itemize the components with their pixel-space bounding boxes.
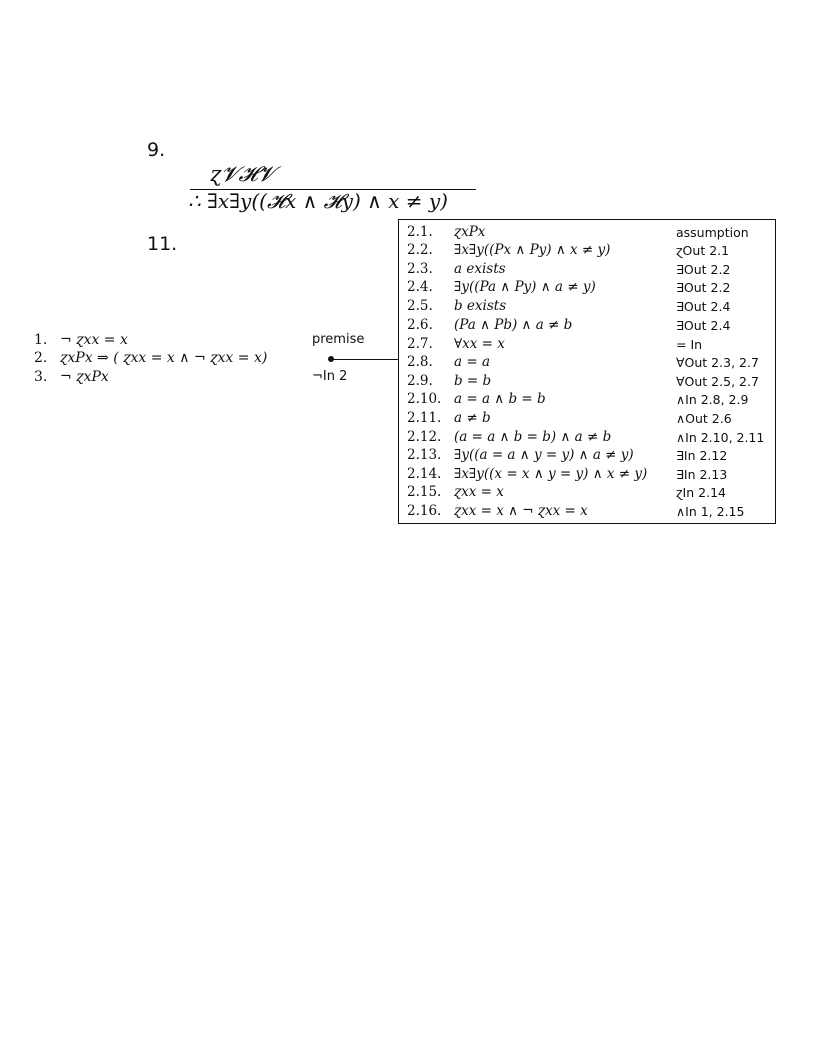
line-formula: ∃x∃y((x = x ∧ y = y) ∧ x ≠ y) — [454, 466, 648, 482]
line-justification: ɀOut 2.1 — [676, 243, 730, 258]
line-formula: b exists — [454, 298, 507, 314]
line-number: 2.16. — [407, 503, 442, 519]
line-number: 2.2. — [407, 242, 433, 258]
line-number: 2.4. — [407, 279, 433, 295]
line-number: 2.9. — [407, 373, 433, 389]
line-justification: = In — [676, 337, 703, 352]
line-formula: ∀xx = x — [454, 336, 505, 352]
line-formula: (a = a ∧ b = b) ∧ a ≠ b — [454, 429, 612, 445]
line-1-justification: premise — [312, 332, 365, 347]
line-formula: b = b — [454, 373, 492, 389]
line-justification: ∃Out 2.4 — [676, 318, 731, 333]
line-formula: a = a ∧ b = b — [454, 391, 546, 407]
problem-9-premise: ɀ𝓥𝓗𝓥 — [210, 162, 275, 186]
line-justification: ∃In 2.12 — [676, 448, 728, 463]
line-justification: ∧In 2.10, 2.11 — [676, 430, 765, 445]
line-justification: ∃Out 2.2 — [676, 280, 731, 295]
line-number: 3. — [34, 369, 48, 385]
line-number: 1. — [34, 332, 48, 348]
line-formula: (Pa ∧ Pb) ∧ a ≠ b — [454, 317, 573, 333]
line-formula: a = a — [454, 354, 490, 370]
proof-line-1 — [34, 331, 128, 349]
line-number: 2.14. — [407, 466, 442, 482]
line-justification: ∧In 1, 2.15 — [676, 504, 745, 519]
line-formula: ∃y((Pa ∧ Py) ∧ a ≠ y) — [454, 279, 596, 295]
subproof-connector — [331, 359, 398, 360]
proof-line-3 — [34, 368, 109, 386]
line-number: 2.8. — [407, 354, 433, 370]
line-formula: ∃y((a = a ∧ y = y) ∧ a ≠ y) — [454, 447, 634, 463]
line-number: 2.13. — [407, 447, 442, 463]
line-number: 2.10. — [407, 391, 442, 407]
line-justification: ∀Out 2.5, 2.7 — [676, 374, 759, 389]
line-number: 2.11. — [407, 410, 442, 426]
line-number: 2.3. — [407, 261, 433, 277]
proof-line-2 — [34, 349, 267, 367]
line-justification: assumption — [676, 225, 749, 240]
line-formula: ɀxPx — [454, 224, 486, 240]
line-formula: a exists — [454, 261, 506, 277]
line-justification: ∧Out 2.6 — [676, 411, 732, 426]
line-formula: ɀxPx ⇒ ( ɀxx = x ∧ ¬ ɀxx = x) — [60, 350, 268, 366]
line-formula: ¬ ɀxPx — [60, 369, 109, 385]
line-number: 2.15. — [407, 484, 442, 500]
subproof-box — [398, 219, 776, 524]
line-justification: ɀIn 2.14 — [676, 485, 726, 500]
line-formula: ¬ ɀxx = x — [60, 332, 128, 348]
line-justification: ∃Out 2.2 — [676, 262, 731, 277]
line-formula: ɀxx = x ∧ ¬ ɀxx = x — [454, 503, 588, 519]
line-number: 2.12. — [407, 429, 442, 445]
line-number: 2.7. — [407, 336, 433, 352]
line-justification: ∧In 2.8, 2.9 — [676, 392, 749, 407]
line-3-justification: ¬In 2 — [312, 369, 348, 384]
line-justification: ∀Out 2.3, 2.7 — [676, 355, 759, 370]
line-justification: ∃In 2.13 — [676, 467, 728, 482]
line-formula: a ≠ b — [454, 410, 491, 426]
problem-9-conclusion: ∴ ∃x∃y((𝓗x ∧ 𝓗y) ∧ x ≠ y) — [188, 189, 448, 213]
line-justification: ∃Out 2.4 — [676, 299, 731, 314]
line-number: 2. — [34, 350, 48, 366]
line-number: 2.6. — [407, 317, 433, 333]
line-number: 2.1. — [407, 224, 433, 240]
line-formula: ɀxx = x — [454, 484, 504, 500]
problem-11-number: 11. — [147, 233, 178, 255]
problem-9-number: 9. — [147, 139, 166, 161]
line-number: 2.5. — [407, 298, 433, 314]
line-formula: ∃x∃y((Px ∧ Py) ∧ x ≠ y) — [454, 242, 611, 258]
